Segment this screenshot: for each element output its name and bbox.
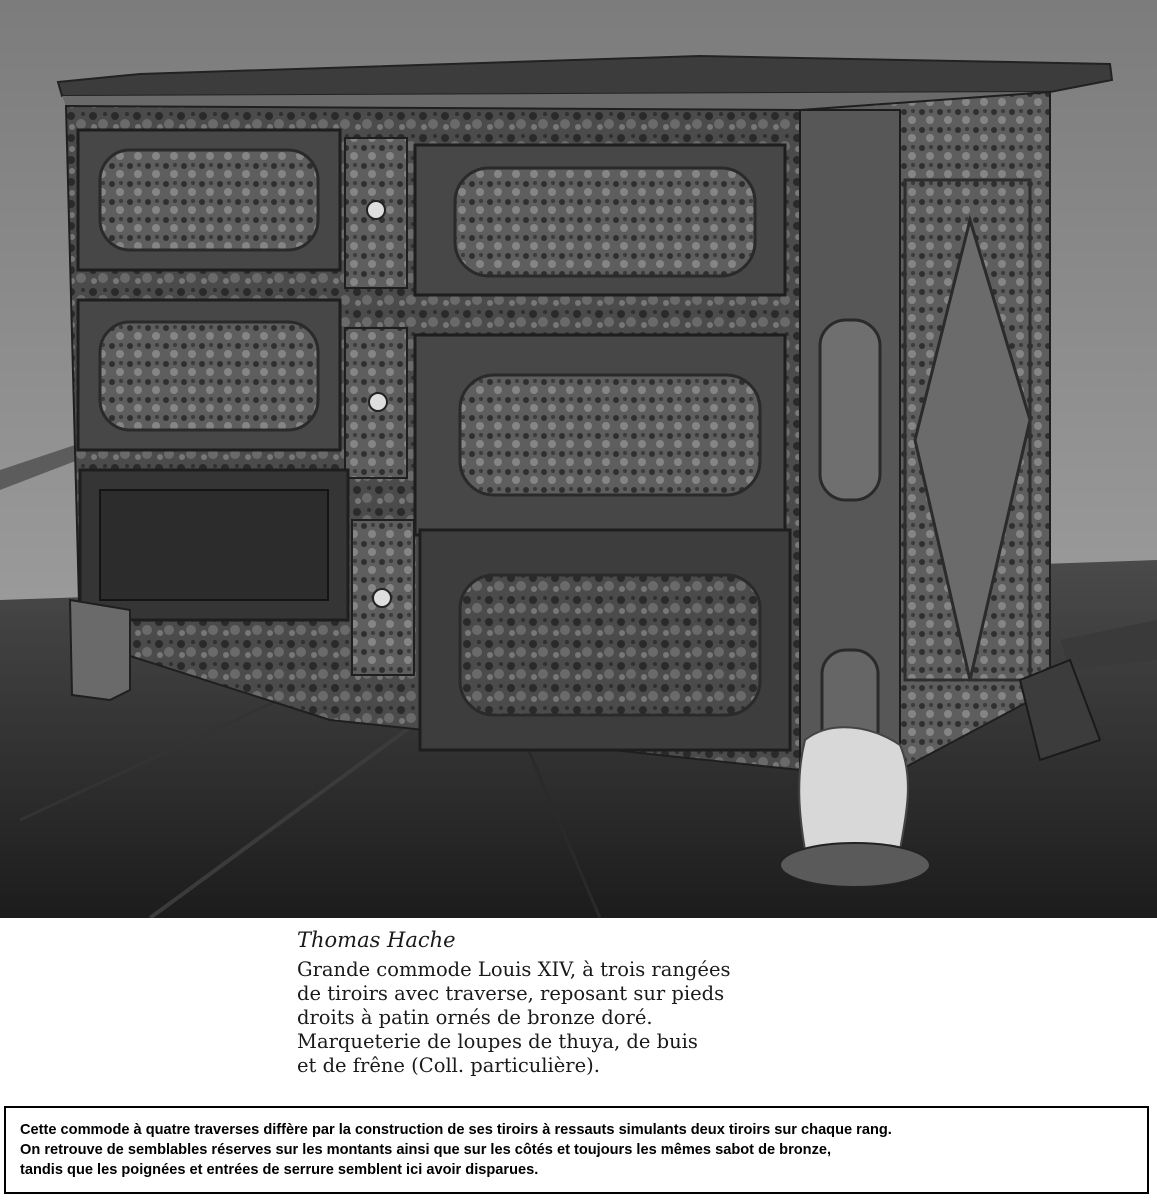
commentary-line: tandis que les poignées et entrées de serrure semblent ici avoir disparues. (20, 1162, 539, 1178)
caption-line: de tiroirs avec traverse, reposant sur pieds (297, 982, 725, 1005)
caption-author: Thomas Hache (297, 928, 456, 952)
caption-line: droits à patin ornés de bronze doré. (297, 1006, 653, 1029)
caption (297, 926, 897, 1078)
commentary-line: Cette commode à quatre traverses diffère par la construction de ses tiroirs à ressauts simulants deux tiroirs sur chaque rang. (20, 1122, 892, 1138)
caption-line: et de frêne (Coll. particulière). (297, 1054, 600, 1077)
caption-line: Marqueterie de loupes de thuya, de buis (297, 1030, 698, 1053)
commentary-line: On retrouve de semblables réserves sur les montants ainsi que sur les côtés et toujours les mêmes sabot de bronze, (20, 1142, 832, 1158)
commentary-box (4, 1106, 1149, 1194)
caption-description (297, 958, 897, 1078)
caption-line: Grande commode Louis XIV, à trois rangées (297, 958, 731, 981)
